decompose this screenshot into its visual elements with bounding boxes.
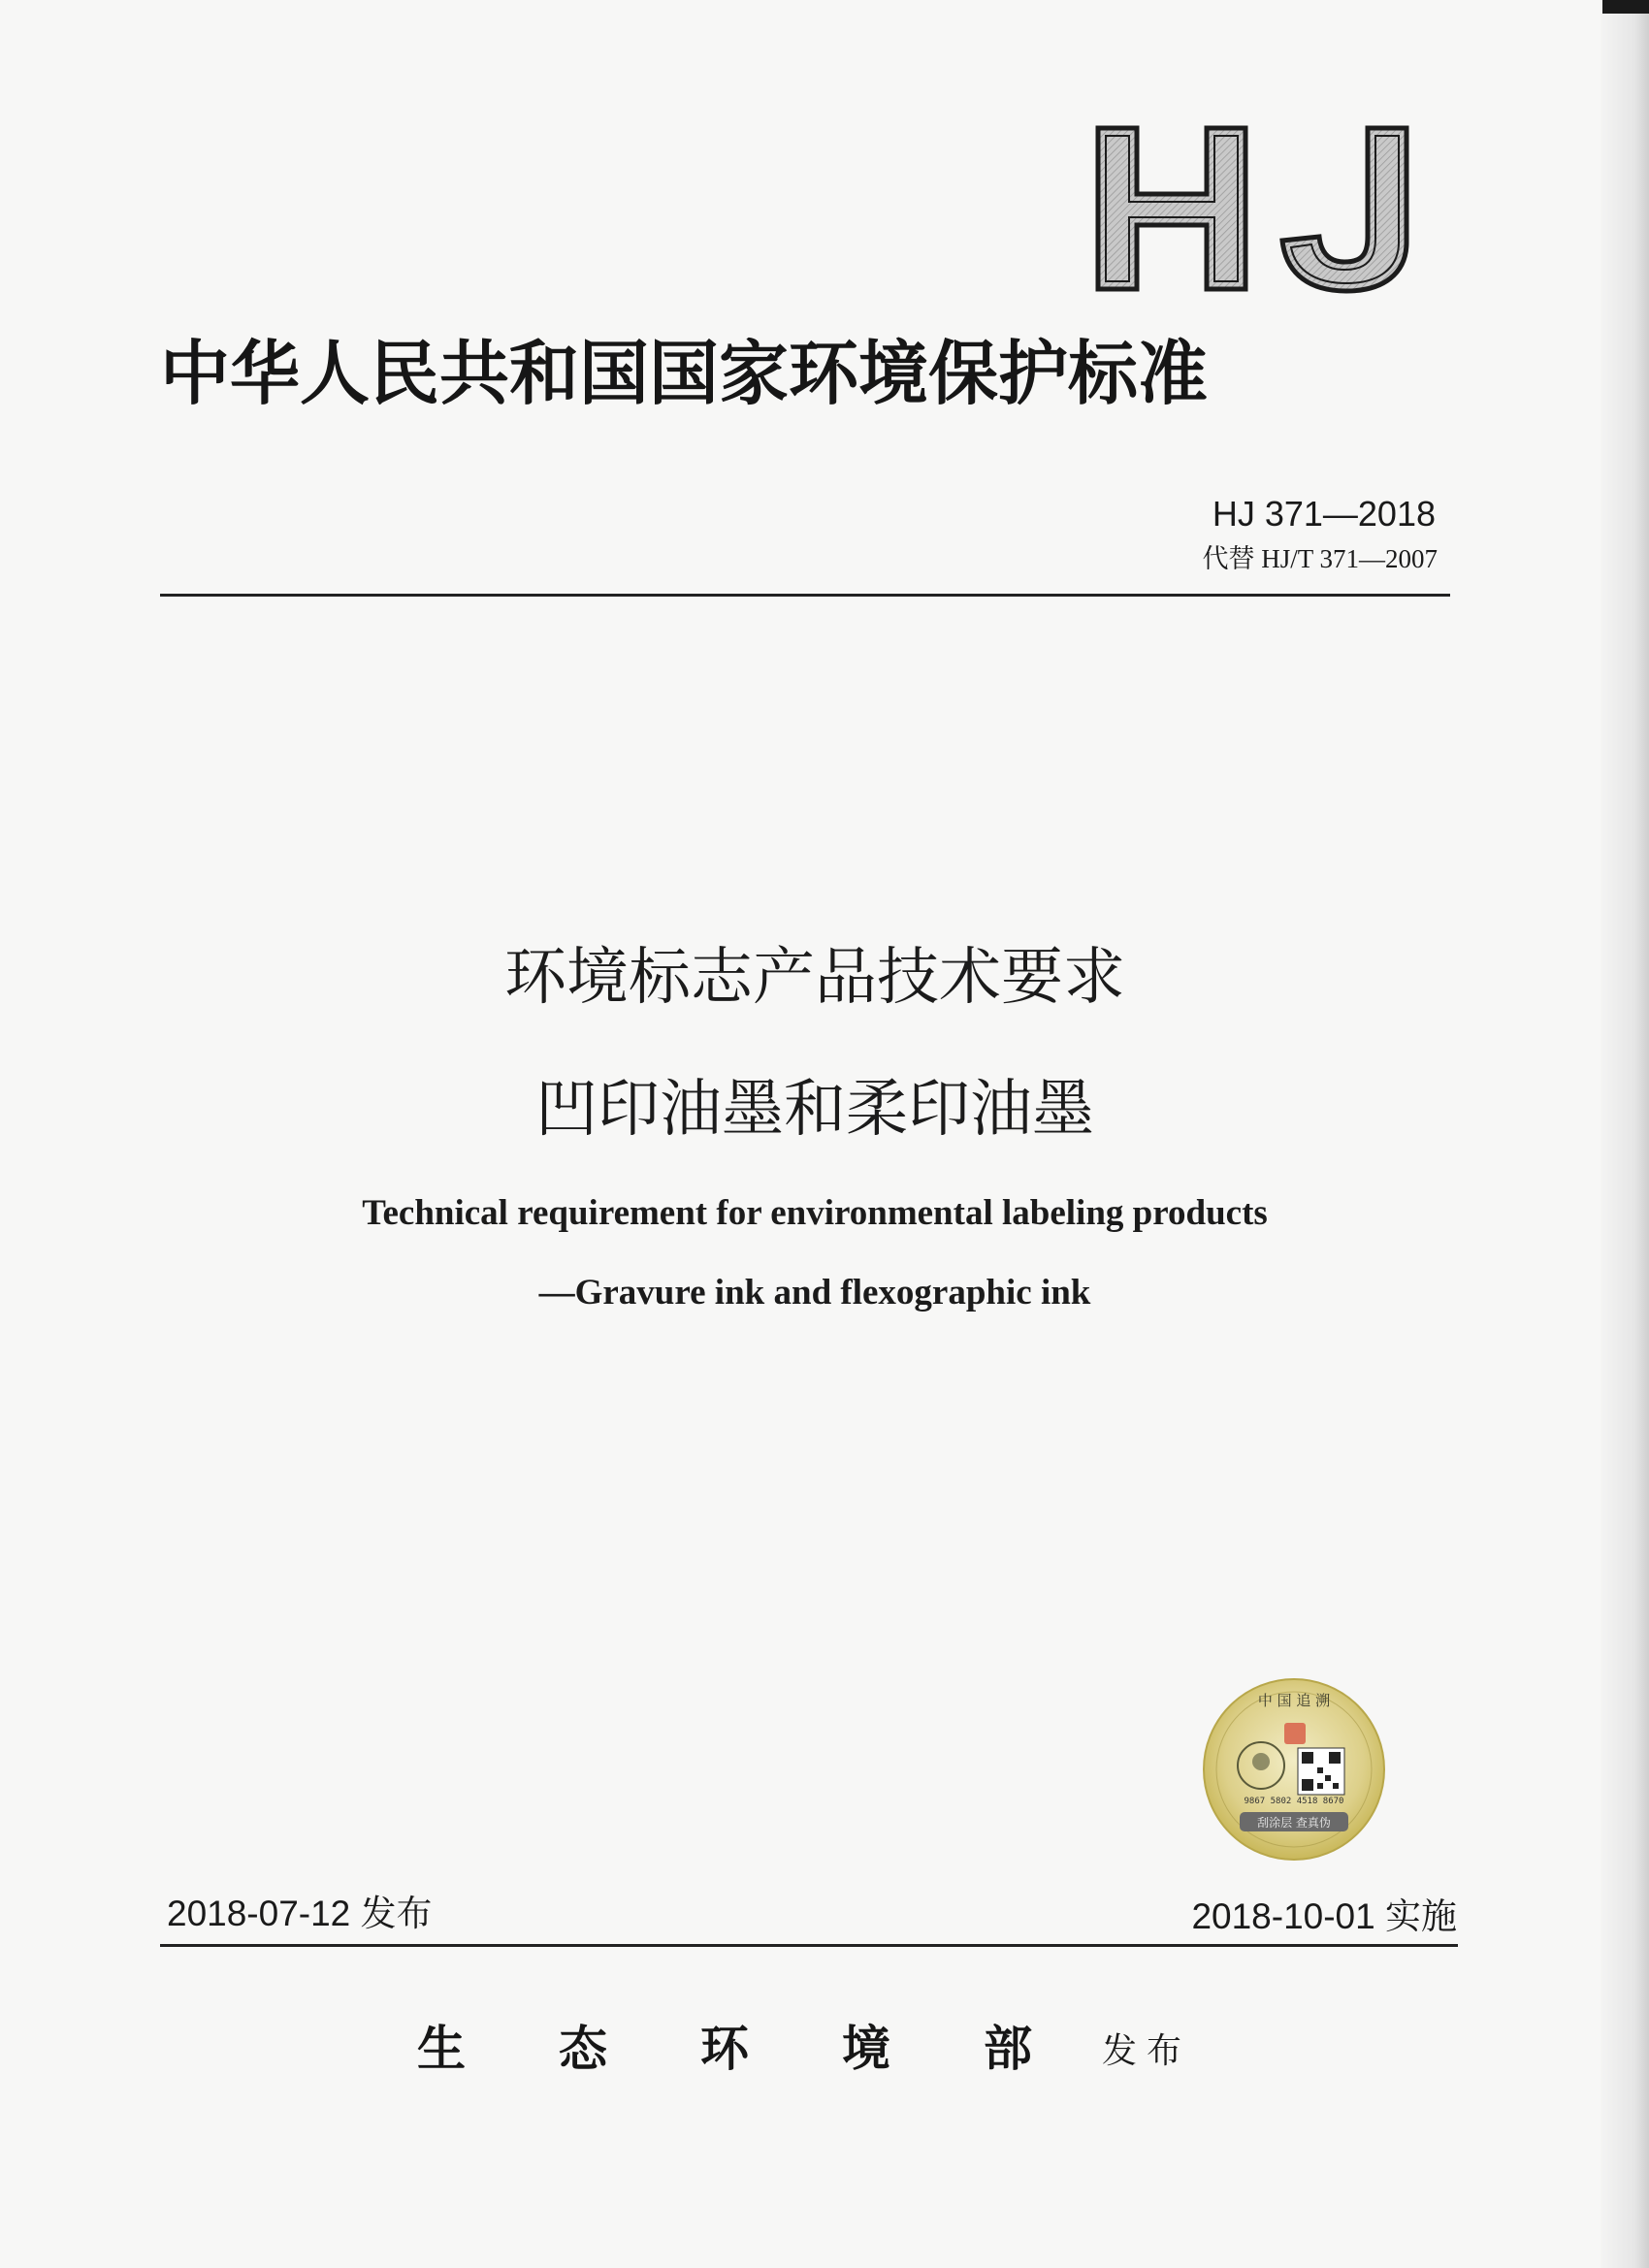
publisher-name: 生态环境部 xyxy=(417,2020,1125,2077)
en-title-line1: Technical requirement for environmental labeling products xyxy=(362,1193,1268,1233)
bleed-through-text xyxy=(0,0,1,1)
scan-edge-mark xyxy=(1602,0,1649,14)
main-title: 中华人民共和国国家环境保护标准 xyxy=(160,332,1209,414)
seal-arc-text: 中 国 追 溯 xyxy=(1257,1692,1331,1709)
seal-code-text: 9867 5802 4518 8670 xyxy=(1244,1797,1344,1806)
footer-divider xyxy=(160,1944,1458,1947)
anti-counterfeit-seal-icon xyxy=(1201,1676,1387,1863)
hj-logo-icon xyxy=(1086,116,1436,301)
replaces-standard: 代替 HJ/T 371—2007 xyxy=(1202,544,1438,573)
publisher-suffix: 发布 xyxy=(1102,2031,1192,2071)
issue-date: 2018-07-12 发布 xyxy=(167,1894,433,1933)
en-title-line2: —Gravure ink and flexographic ink xyxy=(538,1273,1091,1312)
standard-code: HJ 371—2018 xyxy=(1212,494,1436,534)
header-divider xyxy=(160,594,1450,597)
cn-title-line1: 环境标志产品技术要求 xyxy=(504,942,1125,1014)
cn-title-line2: 凹印油墨和柔印油墨 xyxy=(535,1074,1094,1146)
seal-scratch-text: 刮涂层 查真伪 xyxy=(1257,1816,1331,1830)
hj-logo xyxy=(1086,116,1436,301)
implementation-date: 2018-10-01 实施 xyxy=(1191,1896,1457,1936)
